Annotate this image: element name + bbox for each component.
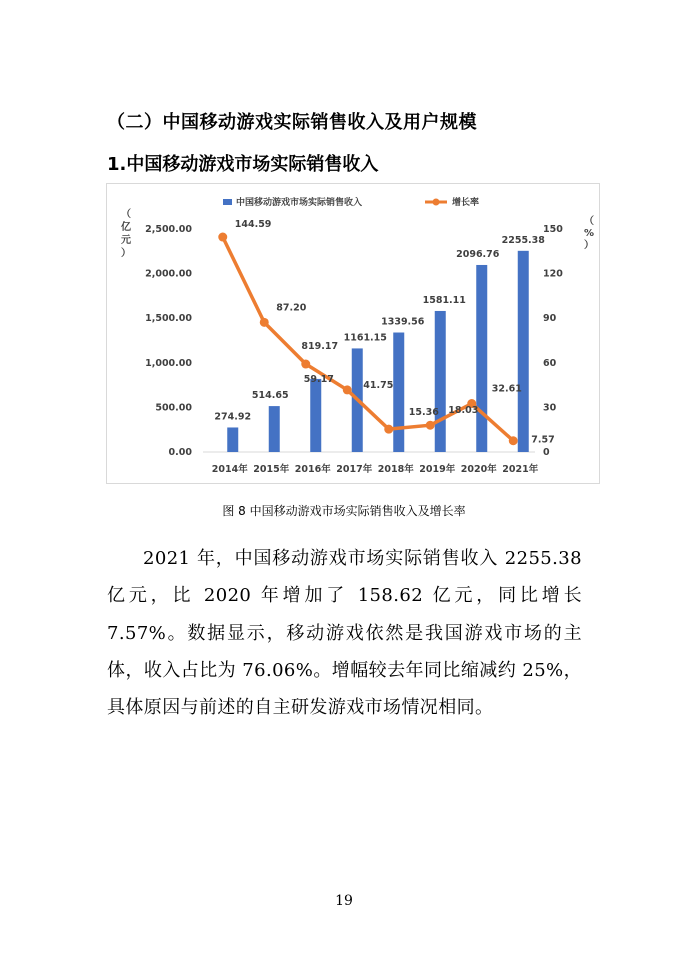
x-tick-label: 2018年: [377, 464, 414, 475]
left-tick-label: 2,000.00: [145, 268, 192, 280]
legend-line-label: 增长率: [452, 198, 480, 208]
bar-data-label: 1581.11: [422, 294, 466, 306]
right-axis-label: ）: [584, 240, 594, 251]
bar: [393, 333, 404, 452]
growth-point: [260, 318, 269, 327]
growth-point: [384, 425, 393, 434]
legend-bar-swatch: [223, 199, 232, 205]
left-tick-label: 2,500.00: [145, 224, 192, 235]
x-tick-label: 2020年: [460, 464, 497, 475]
body-paragraph: 2021 年，中国移动游戏市场实际销售收入 2255.38 亿元，比 2020 年增加了 158.62 亿元，同比增长 7.57%。数据显示，移动游戏依然是我国游戏市场的主体，收入占比为 76.06%。增幅较去年同比缩减约 25%，具体原因与前述的自主研发游戏市场情况相同。: [107, 548, 582, 719]
left-axis-label: ）: [121, 248, 131, 259]
bar: [476, 265, 487, 452]
x-tick-label: 2017年: [336, 464, 373, 475]
line-data-label: 7.57: [531, 434, 555, 446]
chart-frame: [106, 183, 600, 484]
bar-data-label: 274.92: [214, 411, 252, 423]
line-data-label: 18.03: [448, 405, 479, 417]
bar-data-label: 2255.38: [501, 234, 545, 246]
x-tick-label: 2015年: [253, 464, 290, 475]
legend-line-marker: [433, 199, 440, 206]
left-axis-label: 亿: [121, 222, 131, 233]
right-tick-label: 90: [543, 313, 557, 325]
page-number: 19: [335, 893, 353, 909]
right-tick-label: 60: [543, 357, 557, 369]
figure-caption: 图 8 中国移动游戏市场实际销售收入及增长率: [222, 504, 466, 518]
line-data-label: 59.17: [303, 374, 334, 386]
line-data-label: 144.59: [234, 219, 272, 231]
line-data-label: 41.75: [363, 379, 394, 391]
growth-point: [509, 436, 518, 445]
x-tick-label: 2016年: [294, 464, 331, 475]
bar: [435, 311, 446, 452]
bar-data-label: 2096.76: [456, 248, 500, 260]
line-data-label: 15.36: [408, 407, 439, 419]
left-tick-label: 500.00: [155, 402, 192, 414]
left-tick-label: 1,500.00: [145, 313, 192, 325]
bar: [227, 427, 238, 452]
left-axis-label: 元: [121, 235, 131, 246]
left-axis-label: （: [121, 209, 131, 220]
left-tick-label: 1,000.00: [145, 357, 192, 369]
subsection-heading: 1.中国移动游戏市场实际销售收入: [107, 154, 379, 175]
right-tick-label: 120: [543, 268, 563, 280]
growth-point: [426, 421, 435, 430]
bar-data-label: 819.17: [301, 340, 339, 352]
left-tick-label: 0.00: [168, 447, 192, 458]
x-tick-label: 2021年: [502, 464, 539, 475]
section-heading: （二）中国移动游戏实际销售收入及用户规模: [107, 112, 477, 133]
growth-point: [343, 385, 352, 394]
x-tick-label: 2019年: [419, 464, 456, 475]
x-tick-label: 2014年: [211, 464, 248, 475]
bar: [269, 406, 280, 452]
bar: [518, 251, 529, 452]
revenue-growth-chart: [107, 184, 601, 485]
growth-point: [218, 233, 227, 242]
line-data-label: 32.61: [491, 383, 522, 395]
right-tick-label: 150: [543, 224, 563, 235]
line-data-label: 87.20: [276, 302, 307, 314]
right-tick-label: 0: [543, 447, 550, 458]
bar: [310, 379, 321, 452]
bar-data-label: 1339.56: [381, 316, 425, 328]
bar-data-label: 514.65: [251, 390, 289, 402]
right-axis-label: （: [584, 216, 594, 227]
growth-point: [301, 360, 310, 369]
legend-bar-label: 中国移动游戏市场实际销售收入: [236, 198, 363, 208]
right-axis-label: %: [583, 228, 595, 239]
right-tick-label: 30: [543, 402, 557, 414]
bar-data-label: 1161.15: [343, 332, 387, 344]
